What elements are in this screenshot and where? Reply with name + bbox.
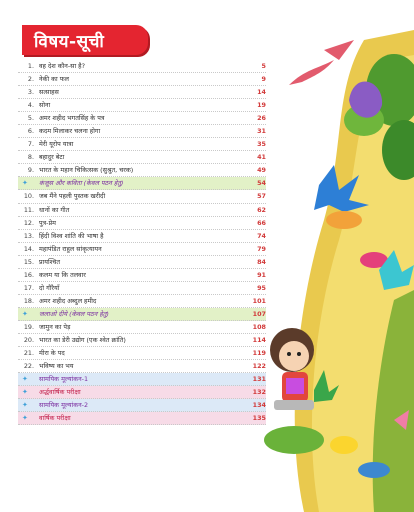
page-title: विषय-सूची (34, 32, 105, 52)
toc-row (18, 295, 266, 308)
toc-page-number: 31 (257, 127, 266, 136)
toc-label: जलाओ दीये (केवल पठन हेतु) (39, 309, 109, 318)
toc-row (18, 151, 266, 164)
toc-row (18, 177, 266, 190)
toc-page-number: 35 (257, 140, 266, 149)
toc-number: 18. (23, 296, 34, 305)
toc-label: भारत के महान चिकित्सक (सुश्रुत, चरक) (39, 166, 134, 175)
toc-page-number: 49 (257, 166, 266, 175)
toc-label: मेरी यूरोप यात्रा (39, 140, 74, 149)
toc-row (18, 86, 266, 99)
toc-number: 13. (23, 231, 34, 240)
toc-page-number: 119 (252, 349, 266, 358)
toc-label: कदम मिलाकर चलना होगा (39, 127, 101, 136)
toc-page-number: 108 (252, 322, 266, 331)
toc-label: सामयिक मूल्यांकन-1 (39, 375, 89, 384)
toc-row (18, 73, 266, 86)
toc-row (18, 138, 266, 151)
toc-number: 17. (23, 283, 34, 292)
toc-row (18, 99, 266, 112)
toc-row (18, 282, 266, 295)
toc-label: अर्द्धवार्षिक परीक्षा (39, 388, 81, 397)
toc-row (18, 412, 266, 425)
toc-label: कंजूस और कविता (केवल पठन हेतु) (39, 179, 124, 188)
toc-row (18, 204, 266, 217)
toc-number: 15. (23, 257, 34, 266)
toc-label: वह देश कौन-सा है? (39, 62, 85, 70)
toc-number: 2. (27, 75, 34, 84)
toc-number: 21. (23, 349, 34, 358)
bullet-icon: ✦ (22, 375, 28, 384)
toc-row (18, 112, 266, 125)
toc-row (18, 386, 266, 399)
toc-page-number: 79 (257, 244, 266, 253)
toc-label: सत्साहस (39, 88, 59, 97)
toc-number: 9. (27, 166, 34, 175)
toc-page-number: 57 (257, 192, 266, 201)
toc-page-number: 14 (257, 88, 266, 97)
toc-row (18, 399, 266, 412)
toc-number: 14. (23, 244, 34, 253)
toc-number: 11. (23, 205, 34, 214)
toc-row (18, 347, 266, 360)
toc-label: सामयिक मूल्यांकन-2 (39, 401, 89, 410)
toc-number: 10. (23, 192, 34, 201)
toc-page-number: 135 (252, 414, 266, 423)
toc-label: नेकी का फल (39, 75, 69, 84)
toc-page-number: 9 (261, 75, 266, 84)
illustration (244, 0, 414, 512)
toc-label: महापंडित राहुल सांकृत्यायन (39, 244, 102, 253)
toc-page-number: 95 (257, 283, 266, 292)
toc-page-number: 66 (257, 218, 266, 227)
toc-page-number: 101 (252, 296, 266, 305)
toc-row (18, 164, 266, 177)
bullet-icon: ✦ (22, 401, 28, 410)
toc-page-number: 26 (257, 114, 266, 123)
toc-page-number: 107 (252, 309, 266, 318)
bullet-icon: ✦ (22, 388, 28, 397)
toc-label: प्रायश्चित (39, 257, 61, 266)
toc-label: पुत्र-प्रेम (39, 218, 56, 227)
toc-row (18, 256, 266, 269)
toc-row (18, 125, 266, 138)
toc-label: सोना (39, 101, 51, 110)
table-of-contents (18, 60, 266, 425)
toc-page-number: 54 (257, 179, 266, 188)
toc-label: बहादुर बेटा (39, 153, 65, 162)
toc-row (18, 269, 266, 282)
toc-row (18, 360, 266, 373)
toc-label: कलम या कि तलवार (39, 270, 86, 279)
toc-page-number: 74 (257, 231, 266, 240)
toc-number: 7. (27, 140, 34, 149)
toc-number: 6. (27, 127, 34, 136)
toc-label: वार्षिक परीक्षा (39, 414, 71, 423)
toc-page-number: 62 (257, 205, 266, 214)
toc-label: अमर शहीद अब्दुल हमीद (39, 296, 97, 305)
toc-page-number: 114 (252, 335, 266, 344)
bullet-icon: ✦ (22, 414, 28, 423)
toc-number: 22. (23, 362, 34, 371)
toc-number: 4. (27, 101, 34, 110)
toc-page-number: 122 (252, 362, 266, 371)
bullet-icon: ✦ (22, 309, 28, 318)
toc-page-number: 5 (261, 62, 266, 70)
toc-row (18, 217, 266, 230)
toc-row (18, 321, 266, 334)
toc-page-number: 134 (252, 401, 266, 410)
toc-number: 20. (23, 335, 34, 344)
toc-row (18, 334, 266, 347)
toc-page-number: 19 (257, 101, 266, 110)
toc-number: 12. (23, 218, 34, 227)
toc-row (18, 308, 266, 321)
toc-page-number: 41 (257, 153, 266, 162)
toc-number: 16. (23, 270, 34, 279)
toc-row (18, 230, 266, 243)
toc-row (18, 243, 266, 256)
toc-label: जामुन का पेड़ (39, 322, 71, 331)
toc-label: मीरा के पद (39, 349, 65, 358)
bullet-icon: ✦ (22, 179, 28, 188)
toc-page-number: 84 (257, 257, 266, 266)
toc-label: अमर शहीद भगतसिंह के पत्र (39, 114, 105, 123)
toc-label: जब मैंने पहली पुस्तक खरीदी (39, 192, 106, 201)
toc-number: 5. (27, 114, 34, 123)
toc-number: 3. (27, 88, 34, 97)
toc-label: भविष्य का भय (39, 362, 74, 371)
title-badge (22, 25, 148, 55)
toc-row (18, 190, 266, 203)
toc-number: 8. (27, 153, 34, 162)
toc-page-number: 132 (252, 388, 266, 397)
toc-row (18, 373, 266, 386)
toc-label: धानों का गीत (39, 205, 70, 214)
toc-page-number: 91 (257, 270, 266, 279)
toc-label: भारत का डेरी उद्योग (एक श्वेत क्रांति) (39, 335, 126, 344)
toc-label: हिंदी विश्व शांति की भाषा है (39, 231, 104, 240)
toc-number: 1. (27, 62, 34, 70)
toc-page-number: 131 (252, 375, 266, 384)
toc-row (18, 60, 266, 73)
toc-number: 19. (23, 322, 34, 331)
toc-label: दो गौरैयाँ (39, 283, 60, 292)
